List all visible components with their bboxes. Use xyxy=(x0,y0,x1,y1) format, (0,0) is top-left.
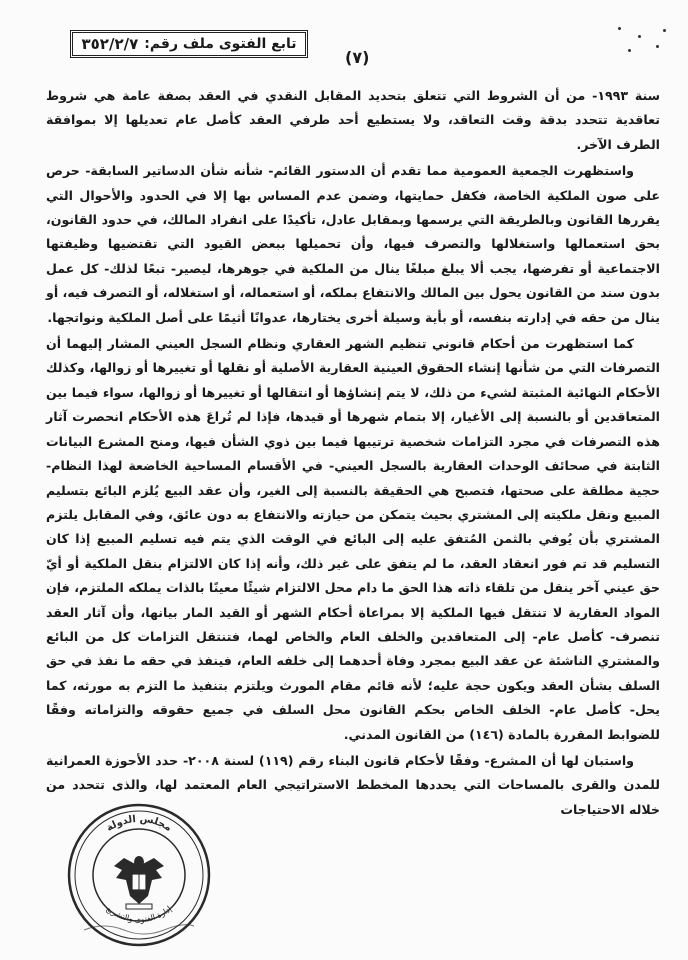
file-label: تابع الفتوى ملف رقم: xyxy=(144,36,297,52)
page-number: (٧) xyxy=(345,48,370,67)
official-seal xyxy=(64,800,214,950)
file-number: ٣٥٢/٢/٧ xyxy=(81,35,139,53)
seal-outer-text: مجلس الدولة xyxy=(104,813,174,834)
file-reference-box xyxy=(70,30,308,58)
paragraph-3: كما استظهرت من أحكام قانوني تنظيم الشهر العقاري ونظام السجل العيني المشار إليهما أن التصرفات التي من شأنها إنشاء الحقوق العينية العقارية الأصلية أو نقلها أو تغييرها أو زوالها، وكذلك الأحكام النهائية المثبتة لشيء من ذلك، لا يتم إنشاؤها أو انتقالها أو تغييرها أو زوالها، سواء فيما بين المتعاقدين أو بالنسبة إلى الأغيار، إلا بتمام شهرها أو قيدها، فإذا لم تُراعَ هذه الأحكام انحصرت آثار هذه التصرفات في مجرد التزامات شخصية ترتيبها فيما بين ذوي الشأن فيها، ومنح المشرع البيانات الثابتة في صحائف الوحدات العقارية بالسجل العيني- في الأقسام المساحية الخاضعة لهذا النظام- حجية مطلقة على صحتها، فتصبح هي الحقيقة بالنسبة إلى الغير، وأن عقد البيع يُلزم البائع بتسليم المبيع ونقل ملكيته إلى المشتري بحيث يتمكن من حيازته والانتفاع به دون عائق، وفي المقابل يلتزم المشتري بأن يُوفي بالثمن المُتفق عليه إلى البائع في الوقت الذي يتم فيه تسليم المبيع إذا كان التسليم قد تم فور انعقاد العقد، ما لم يتفق على غير ذلك، وأنه إذا كان الالتزام بنقل الملكية أو أيّ حق عيني آخر ينقل من تلقاء ذاته هذا الحق ما دام محل الالتزام شيئًا معينًا بالذات يملكه الملتزم، فإن المواد العقارية لا تنتقل فيها الملكية إلا بمراعاة أحكام الشهر أو القيد المار بيانها، وأن آثار العقد تنصرف- كأصل عام- إلى المتعاقدين والخلف العام والخاص لهما، فتنتقل التزامات كل من البائع والمشتري الناشئة عن عقد البيع بمجرد وفاة أحدهما إلى خلفه العام، فينفذ في حقه ما نفذ في حق السلف بشأن العقد ويكون حجة عليه؛ لأنه قائم مقام المورث ويلتزم بتنفيذ ما التزم به مورثه، كما يحل- كأصل عام- الخلف الخاص بحكم القانون محل السلف في جميع حقوقه والتزاماته وفقًا للضوابط المقررة بالمادة (١٤٦) من القانون المدني. xyxy=(46,336,660,742)
scan-speckles xyxy=(608,25,668,55)
body-text xyxy=(46,84,660,824)
paragraph-2: واستظهرت الجمعية العمومية مما تقدم أن الدستور القائم- شأنه شأن الدساتير السابقة- حرص على صون الملكية الخاصة، فكفل حمايتها، وضمن عدم المساس بها إلا في الحدود والأحوال التي يقررها القانون وبالطريقة التي يرسمها وبمقابل عادل، تأكيدًا على انفراد المالك، في حدود القانون، بحق استعمالها واستغلالها والتصرف فيها، وأن تحميلها ببعض القيود التي تقتضيها وظيفتها الاجتماعية أو تفرضها، يجب ألا يبلغ مبلغًا ينال من الملكية في جوهرها، ليصير- تبعًا لذلك- كل عمل بدون سند من القانون يحول بين المالك والانتفاع بملكه، أو استعماله، أو استغلاله، أو التصرف فيه، أو ينال من حقه في إدارته بنفسه، أو بأية وسيلة أخرى يختارها، عدوانًا أثيمًا على أصل الملكية ونواتجها. xyxy=(46,163,660,325)
seal-inner-text: إدارة الفتوى والتشريع xyxy=(104,904,174,925)
paragraph-4: واستبان لها أن المشرع- وفقًا لأحكام قانون البناء رقم (١١٩) لسنة ٢٠٠٨- حدد الأحوزة العمرانية للمدن والقرى بالمساحات التي يحددها المخطط الاستراتيجي العام المعتمد لها، والذى تتحدد من خلاله الاحتياجات xyxy=(46,752,660,817)
eagle-emblem-icon xyxy=(114,856,164,909)
paragraph-1: سنة ١٩٩٣- من أن الشروط التي تتعلق بتحديد المقابل النقدي في العقد بصفة عامة هي شروط تعاقدية تتحدد بدقة وقت التعاقد، ولا يستطيع أحد طرفي العقد كأصل عام تعديلها إلا بموافقة الطرف الآخر. xyxy=(46,88,660,152)
